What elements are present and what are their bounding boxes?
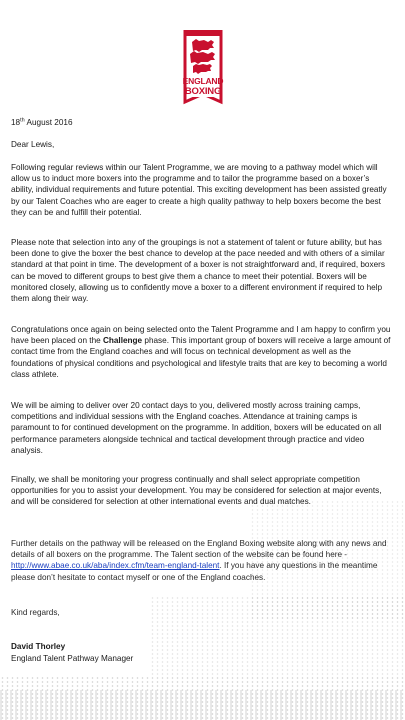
talent-website-link[interactable]: http://www.abae.co.uk/aba/index.cfm/team-england-talent: [11, 561, 220, 571]
date-day: 18: [11, 118, 21, 127]
logo-line-boxing: BOXING: [184, 86, 222, 97]
paragraph-contact-days: We will be aiming to deliver over 20 contact days to you, delivered mostly across training camps, competitions and individual sessions with the England coaches. Attendance at training camps is paramount to for continued development on the programme. In addition, boxers will be educated on all performance parameters alongside technical and tactical development through practice and video analysis.: [11, 401, 382, 455]
scan-noise-band: [0, 690, 405, 720]
paragraph-selection-note: Please note that selection into any of the groupings is not a statement of talent or future ability, but has been done to give the boxer the best chance to develop at the pace needed and with others of a similar standard at that point in time. The development of a boxer is not straightforward and, if required, boxers can be moved to different groups to best give them a chance to meet their potential. Boxers will be monitored closely, allowing us to confidently move a boxer to a different environment if required to help them along their way.: [11, 238, 385, 304]
paragraph-congratulations: [11, 324, 394, 380]
date-month-year: August 2016: [24, 118, 73, 127]
scan-noise: [150, 596, 405, 676]
p6-text-end: . If you have any questions in the meantime please don’t hesitate to contact myself or one of the England coaches.: [11, 561, 378, 582]
phase-name: Challenge: [102, 336, 143, 346]
logo-line-england: ENGLAND: [182, 76, 224, 86]
closing-regards: Kind regards,: [11, 608, 60, 617]
p6-text-start: Further details on the pathway will be released on the England Boxing website along with any news and details of all boxers on the programme. The Talent section of the website can be found here -: [11, 539, 387, 560]
paragraph-pathway-model: Following regular reviews within our Talent Programme, we are moving to a pathway model which will allow us to induct more boxers into the programme and to tailor the programme based on a boxer’s ability, individual requirements and future potential. This exciting development has been assisted greatly by our Talent Coaches who are eager to create a high quality pathway to help boxers become the best they can be and fulfill their potential.: [11, 163, 387, 217]
signer-name: David Thorley: [11, 642, 66, 651]
paragraph-monitoring: Finally, we shall be monitoring your progress continually and shall select appropriate competition opportunities for you to assist your development. You may be considered for selection at major events, and will be considered for selection at other international events and dual matches.: [11, 475, 382, 507]
england-boxing-logo: [168, 28, 238, 108]
p3-text-start: Congratulations once again on being selected onto the Talent Programme and I am happy to confirm you have been placed on the: [11, 325, 391, 346]
p3-text-end: phase. This important group of boxers will receive a large amount of contact time from the England coaches and will focus on technical development as well as the foundations of physical conditions and psychological and lifestyle traits that are key to becoming a world class athlete.: [11, 336, 391, 379]
salutation: Dear Lewis,: [11, 140, 55, 149]
signer-role: England Talent Pathway Manager: [11, 654, 134, 663]
date-suffix: th: [20, 117, 25, 124]
paragraph-further-details: [11, 538, 394, 583]
letter-date: [11, 118, 73, 127]
